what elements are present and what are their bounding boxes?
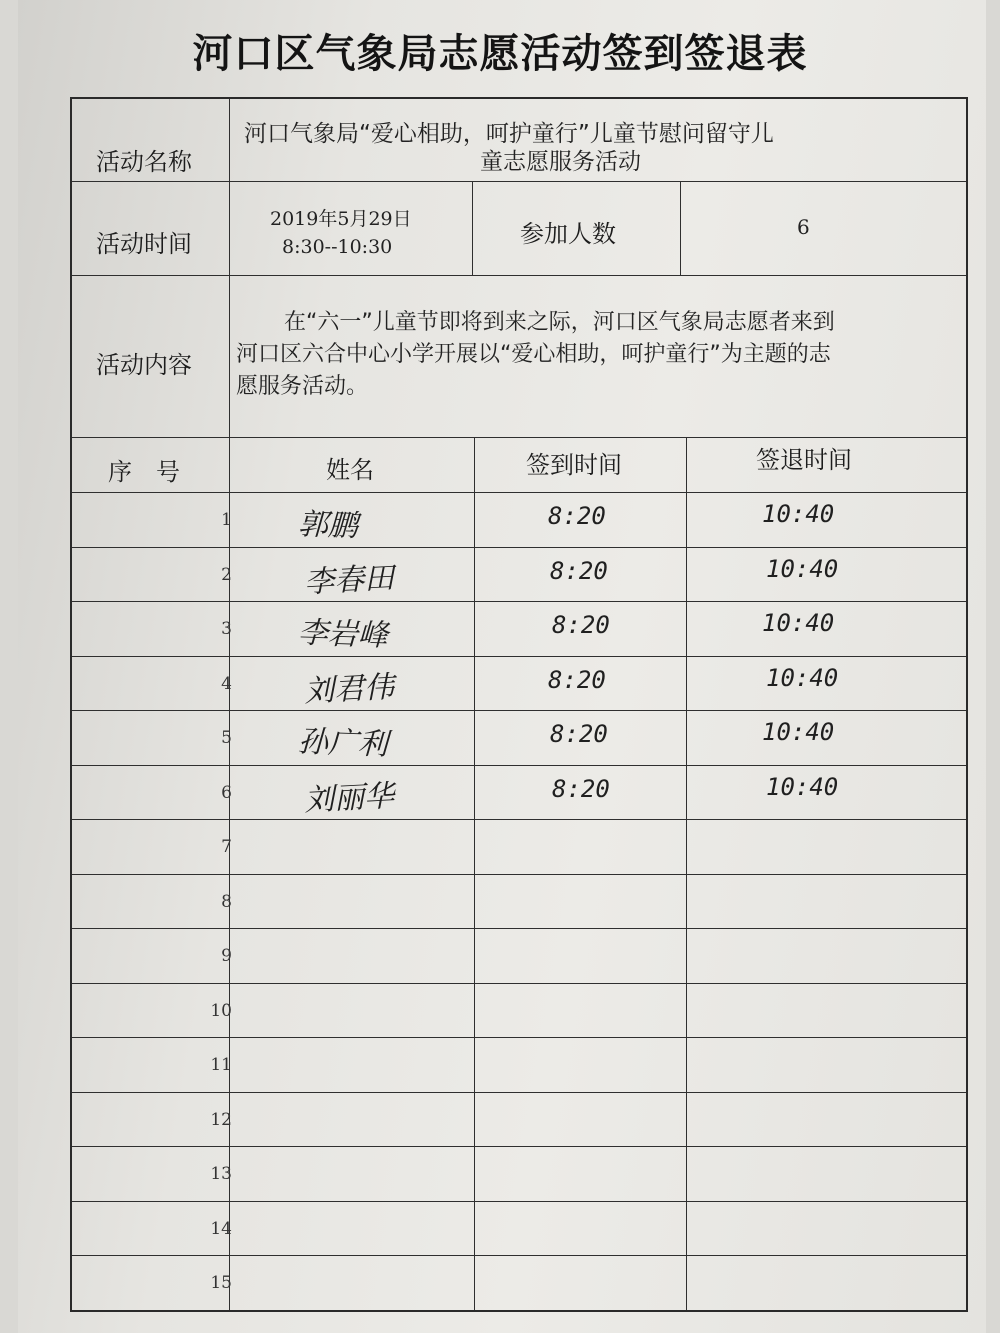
activity-content-text: 愿服务活动。 [236, 374, 369, 399]
row-number: 4 [221, 674, 232, 694]
header-sign-out-time: 签退时间 [756, 446, 852, 474]
row-number: 14 [210, 1219, 232, 1239]
activity-time-label: 活动时间 [96, 230, 192, 258]
participant-count-value: 6 [797, 215, 810, 239]
divider [72, 181, 966, 182]
signature-name: 李春田 [303, 560, 396, 601]
activity-content-text: 在“六一”儿童节即将到来之际，河口区气象局志愿者来到 [284, 310, 835, 335]
row-number: 13 [210, 1164, 232, 1184]
row-divider [72, 656, 966, 657]
row-divider [72, 874, 966, 875]
divider [72, 275, 966, 276]
activity-date: 2019年5月29日 [270, 208, 412, 230]
signature-name: 郭鹏 [297, 506, 359, 545]
divider [72, 492, 966, 493]
activity-name-value: 童志愿服务活动 [480, 149, 641, 175]
row-number: 11 [210, 1055, 232, 1075]
row-number: 3 [221, 619, 232, 639]
participant-count-label: 参加人数 [520, 220, 616, 248]
row-number: 8 [221, 892, 232, 912]
sign-in-time: 8:20 [548, 502, 606, 530]
signature-name: 李岩峰 [297, 615, 389, 654]
row-number: 7 [221, 837, 232, 857]
row-divider [72, 983, 966, 984]
activity-name-value: 河口气象局“爱心相助，呵护童行”儿童节慰问留守儿 [244, 121, 774, 147]
row-divider [72, 765, 966, 766]
page-title: 河口区气象局志愿活动签到签退表 [192, 30, 808, 77]
header-serial-number: 序 号 [108, 458, 180, 486]
row-divider [72, 1092, 966, 1093]
activity-content-label: 活动内容 [96, 351, 192, 379]
row-divider [72, 819, 966, 820]
row-number: 9 [221, 946, 232, 966]
activity-name-label: 活动名称 [96, 148, 192, 176]
header-sign-in-time: 签到时间 [526, 451, 622, 479]
sign-out-time: 10:40 [766, 555, 839, 583]
sign-out-time: 10:40 [762, 609, 835, 637]
sign-in-time: 8:20 [550, 557, 608, 585]
sign-out-time: 10:40 [762, 718, 835, 746]
signature-name: 刘君伟 [303, 669, 396, 710]
header-name: 姓名 [326, 456, 374, 484]
row-number: 6 [221, 783, 232, 803]
sign-in-time: 8:20 [550, 720, 608, 748]
row-divider [72, 710, 966, 711]
row-divider [72, 601, 966, 602]
row-number: 1 [221, 510, 232, 530]
signature-name: 刘丽华 [303, 778, 396, 819]
sign-in-time: 8:20 [552, 775, 610, 803]
divider [680, 181, 681, 275]
row-number: 12 [210, 1110, 232, 1130]
row-number: 15 [210, 1273, 232, 1293]
row-divider [72, 1037, 966, 1038]
sign-out-time: 10:40 [762, 500, 835, 528]
sign-out-time: 10:40 [766, 773, 839, 801]
sign-out-time: 10:40 [766, 664, 839, 692]
activity-content-text: 河口区六合中心小学开展以“爱心相助，呵护童行”为主题的志 [236, 342, 831, 367]
divider [472, 181, 473, 275]
row-number: 5 [221, 728, 232, 748]
row-divider [72, 1255, 966, 1256]
row-number: 10 [210, 1001, 232, 1021]
activity-time-range: 8:30--10:30 [282, 236, 393, 258]
row-divider [72, 1146, 966, 1147]
sign-in-time: 8:20 [548, 666, 606, 694]
signature-name: 孙广利 [297, 724, 389, 763]
sign-in-time: 8:20 [552, 611, 610, 639]
divider [72, 437, 966, 438]
row-divider [72, 547, 966, 548]
row-number: 2 [221, 565, 232, 585]
row-divider [72, 928, 966, 929]
row-divider [72, 1201, 966, 1202]
